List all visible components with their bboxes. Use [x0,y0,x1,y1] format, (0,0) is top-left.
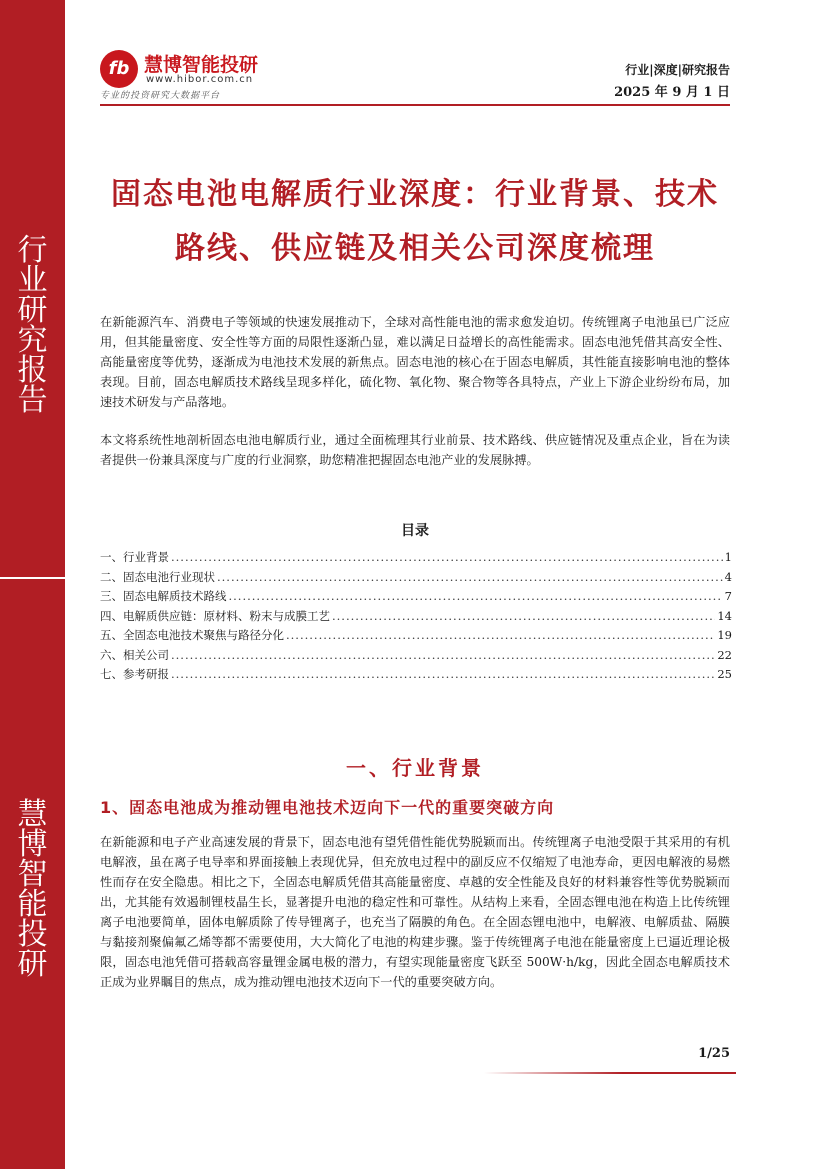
title-line-1: 固态电池电解质行业深度：行业背景、技术 [111,177,719,212]
toc-item-label: 一、行业背景 [100,550,169,564]
sidebar-char: 告 [17,383,48,418]
section-body: 在新能源和电子产业高速发展的背景下，固态电池有望凭借性能优势脱颖而出。传统锂离子电池受限于其采用的有机电解液，虽在离子电导率和界面接触上表现优异，但充放电过程中的副反应不仅缩短了电池寿命，更因电解液的易燃性而存在安全隐患。相比之下，全固态电解质凭借其高能量密度、卓越的安全性能及良好的材料兼容性等优势脱颖而出，尤其能有效遏制锂枝晶生长，显著提升电池的稳定性和可靠性。从结构上来看，全固态锂电池在构造上比传统锂离子电池要简单，固体电解质除了传导锂离子，也充当了隔膜的角色。在全固态锂电池中，电解液、电解质盐、隔膜与黏接剂聚偏氟乙烯等都不需要使用，大大简化了电池的构建步骤。鉴于传统锂离子电池在能量密度上已逼近理论极限，固态电池凭借可搭载高容量锂金属电极的潜力，有望实现能量密度飞跃至 500W·h/kg，因此全固态电解质技术正成为业界瞩目的焦点，成为推动锂电池技术迈向下一代的重要突破方向。 [100,835,730,989]
sidebar-char: 报 [17,353,48,388]
toc-item-page: 19 [717,628,732,642]
report-date: 2025 年 9 月 1 日 [614,85,730,100]
footer-divider [484,1072,736,1074]
sidebar-top-label [0,233,65,418]
toc-item-label: 四、电解质供应链：原材料、粉末与成膜工艺 [100,608,330,623]
sidebar-char: 慧 [17,797,48,832]
toc-leader-dots [229,587,723,607]
report-meta [614,62,730,102]
sidebar-char: 智 [17,857,48,892]
sidebar-char: 行 [17,233,48,268]
logo-tagline: 专业的投资研究大数据平台 [100,91,221,101]
toc-leader-dots [171,548,723,568]
toc-item[interactable] [100,568,732,588]
toc-leader-dots [286,626,715,646]
sidebar-divider [0,577,65,579]
logo-icon: fb [100,50,138,88]
sidebar-char: 能 [17,887,48,922]
toc-item-label: 五、全固态电池技术聚焦与路径分化 [100,628,284,642]
toc-leader-dots [217,568,723,588]
toc-leader-dots [332,607,715,627]
toc-item[interactable] [100,587,732,607]
toc-item[interactable] [100,665,732,685]
toc-item-label: 六、相关公司 [100,647,169,662]
sidebar [0,0,65,1169]
section-subheading: 1、固态电池成为推动锂电池技术迈向下一代的重要突破方向 [100,798,555,817]
sidebar-char: 研 [17,947,48,982]
toc-item-page: 22 [717,647,732,662]
toc-item-page: 14 [717,608,732,623]
toc-item[interactable] [100,548,732,568]
logo-url: www.hibor.com.cn [146,74,254,85]
logo-name: 慧博智能投研 [144,54,259,76]
toc-item[interactable] [100,607,732,627]
toc-item-label: 七、参考研报 [100,667,169,681]
intro-paragraph-2: 本文将系统性地剖析固态电池电解质行业，通过全面梳理其行业前景、技术路线、供应链情况及重点企业，旨在为读者提供一份兼具深度与广度的行业洞察，助您精准把握固态电池产业的发展脉搏。 [100,433,730,467]
toc-item-page: 4 [724,569,732,584]
sidebar-char: 业 [17,263,48,298]
toc-leader-dots [171,646,715,666]
report-title [100,168,730,276]
toc-item-page: 1 [724,550,732,564]
toc-title: 目录 [401,523,429,539]
toc-item[interactable] [100,626,732,646]
header-divider [100,104,730,106]
toc-item-page: 7 [724,589,732,603]
toc-item-label: 二、固态电池行业现状 [100,569,215,584]
sidebar-char: 投 [17,917,48,952]
toc-item[interactable] [100,646,732,666]
page-number: 1/25 [698,1046,730,1061]
section-heading: 一、行业背景 [346,756,484,780]
sidebar-bottom-label [0,797,65,982]
title-line-2: 路线、供应链及相关公司深度梳理 [175,231,655,266]
intro-paragraph-1: 在新能源汽车、消费电子等领域的快速发展推动下，全球对高性能电池的需求愈发迫切。传统锂离子电池虽已广泛应用，但其能量密度、安全性等方面的局限性逐渐凸显，难以满足日益增长的高性能需求。固态电池凭借其高安全性、高能量密度等优势，逐渐成为电池技术发展的新焦点。固态电池的核心在于固态电解质，其性能直接影响电池的整体表现。目前，固态电解质技术路线呈现多样化，硫化物、氧化物、聚合物等各具特点，产业上下游企业纷纷布局，加速技术研发与产品落地。 [100,315,730,409]
brand-logo [100,50,350,100]
sidebar-char: 研 [17,293,48,328]
report-category: 行业|深度|研究报告 [625,63,730,77]
sidebar-char: 究 [17,323,48,358]
toc-item-page: 25 [717,667,732,681]
sidebar-char: 博 [17,827,48,862]
toc-leader-dots [171,665,715,685]
table-of-contents [100,548,732,685]
toc-item-label: 三、固态电解质技术路线 [100,589,227,603]
